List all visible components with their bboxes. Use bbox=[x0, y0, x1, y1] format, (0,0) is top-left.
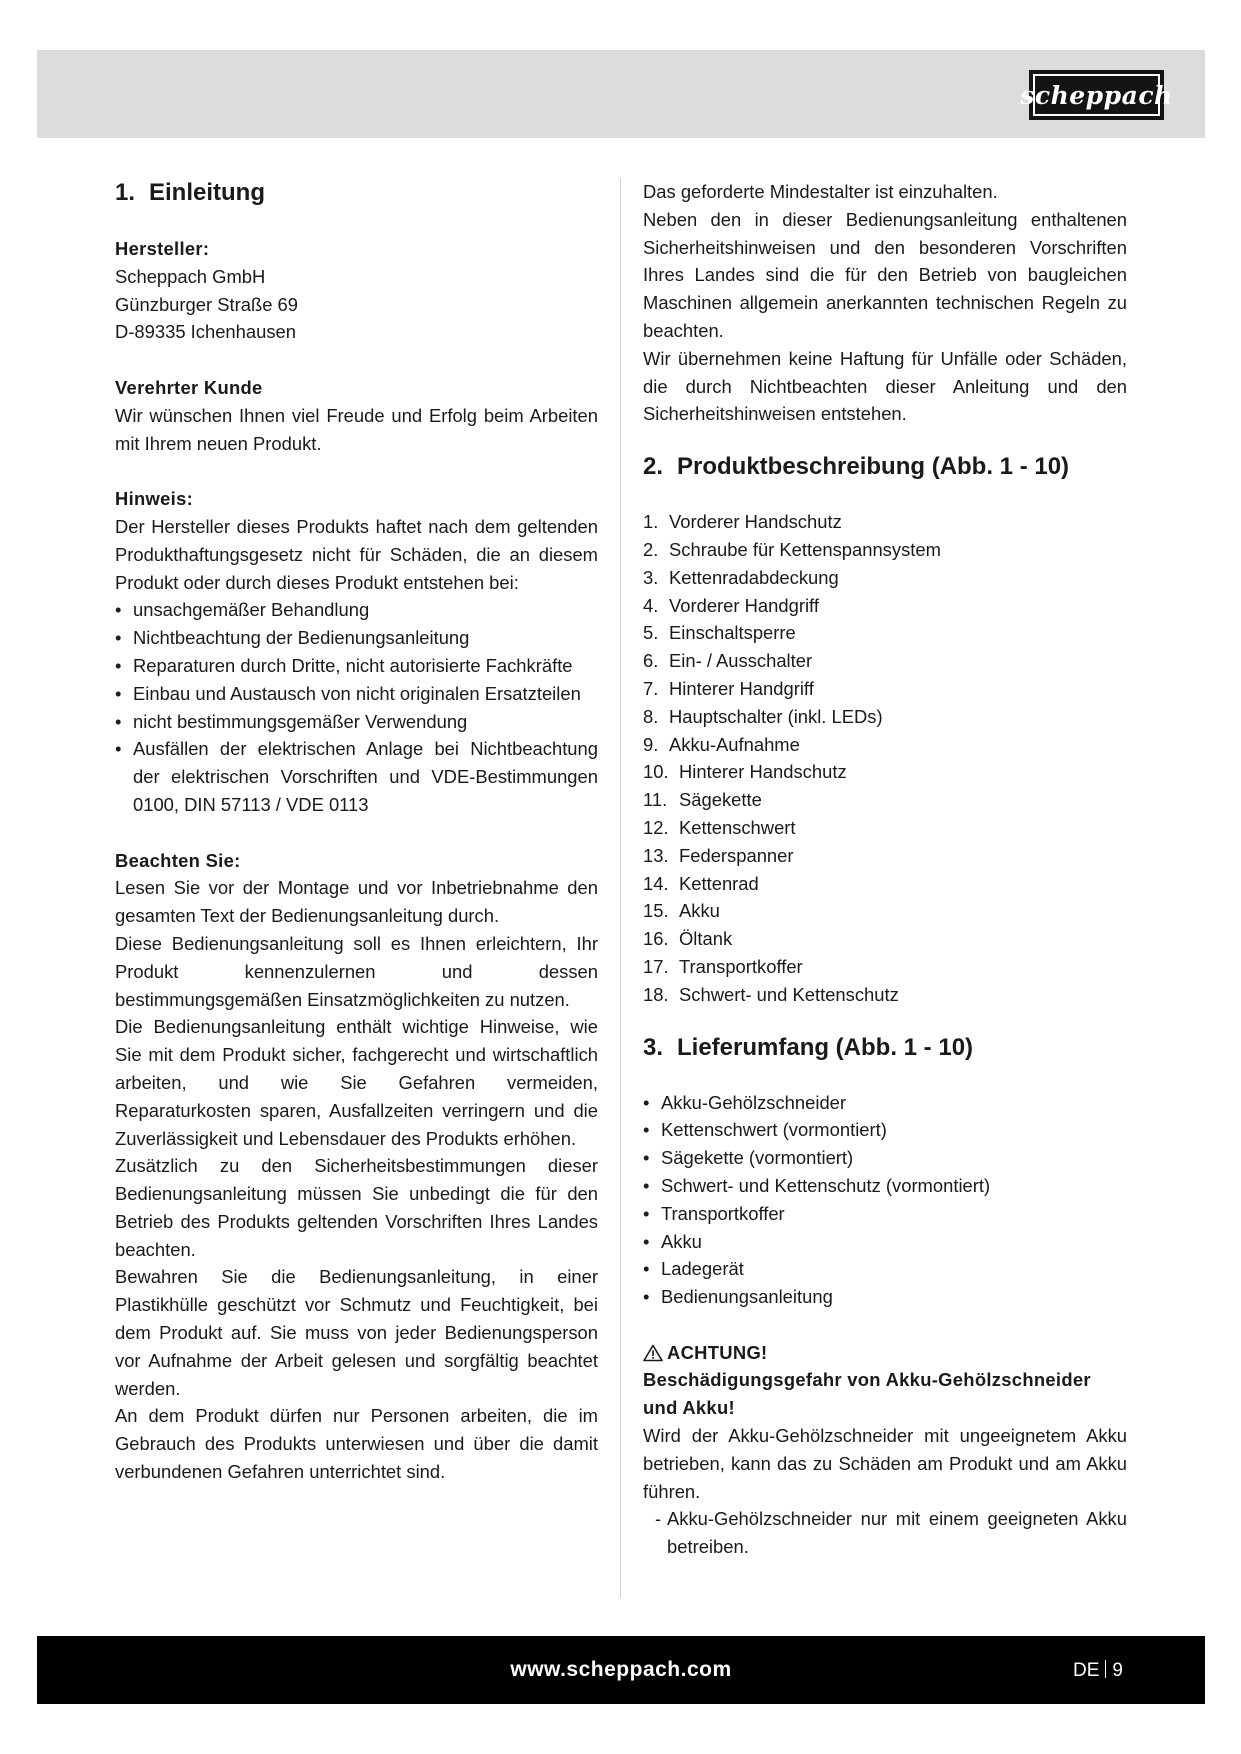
list-item: 17. Transportkoffer bbox=[643, 955, 803, 977]
section-1-heading: 1. Einleitung bbox=[115, 179, 265, 206]
paragraph: Das geforderte Mindestalter ist einzuhalten. bbox=[643, 181, 998, 202]
column-divider bbox=[620, 178, 621, 1598]
list-item: • Ladegerät bbox=[643, 1255, 1127, 1283]
list-item: 16. Öltank bbox=[643, 928, 733, 950]
paragraph: Lesen Sie vor der Montage und vor Inbetriebnahme den gesamten Text der Bedienungsanleitung durch. bbox=[115, 877, 598, 927]
warning-triangle-icon bbox=[643, 1344, 663, 1362]
list-item: • Schwert- und Kettenschutz (vormontiert) bbox=[643, 1172, 1127, 1200]
list-item: • Einbau und Austausch von nicht originalen Ersatzteilen bbox=[115, 680, 598, 708]
list-item: • nicht bestimmungsgemäßer Verwendung bbox=[115, 708, 598, 736]
list-item: 3. Kettenradabdeckung bbox=[643, 566, 839, 588]
manufacturer-label: Hersteller: bbox=[115, 238, 210, 259]
list-item: • Akku bbox=[643, 1228, 1127, 1256]
list-item: 10. Hinterer Handschutz bbox=[643, 761, 847, 783]
list-item: • Reparaturen durch Dritte, nicht autorisierte Fachkräfte bbox=[115, 652, 598, 680]
manufacturer-line: Scheppach GmbH bbox=[115, 265, 266, 287]
warning-subtitle: Beschädigungsgefahr von Akku-Gehölzschneider und Akku! bbox=[643, 1369, 1091, 1419]
note-text: Der Hersteller dieses Produkts haftet nach dem geltenden Produkthaftungsgesetz nicht für Schäden, die an diesem Produkt oder durch dieses Produkt entstehen bei: bbox=[115, 515, 598, 593]
left-column bbox=[115, 178, 598, 1486]
paragraph: Diese Bedienungsanleitung soll es Ihnen erleichtern, Ihr Produkt kennenzulernen und dessen bestimmungsgemäßen Einsatzmöglichkeiten zu nutzen. bbox=[115, 932, 598, 1010]
list-item: 13. Federspanner bbox=[643, 844, 794, 866]
note-label: Hinweis: bbox=[115, 488, 194, 510]
section-2-heading: 2. Produktbeschreibung (Abb. 1 - 10) bbox=[643, 453, 1070, 481]
list-item: 2. Schraube für Kettenspannsystem bbox=[643, 538, 941, 560]
manufacturer-line: D-89335 Ichenhausen bbox=[115, 321, 296, 343]
list-item: • Transportkoffer bbox=[643, 1200, 1127, 1228]
warning-instruction: - Akku-Gehölzschneider nur mit einem geeigneten Akku betreiben. bbox=[643, 1505, 1127, 1561]
list-item: • Ausfällen der elektrischen Anlage bei Nichtbeachtung der elektrischen Vorschriften und VDE-Bestimmungen 0100, DIN 57113 / VDE 0113 bbox=[115, 735, 598, 818]
scheppach-logo bbox=[1020, 70, 1173, 120]
paragraph: Bewahren Sie die Bedienungsanleitung, in einer Plastikhülle geschützt vor Schmutz und Feuchtigkeit, bei dem Produkt auf. Sie muss von jeder Bedienungsperson vor Aufnahme der Arbeit gelesen und sorgfältig beachtet werden. bbox=[115, 1266, 598, 1399]
list-item: • Bedienungsanleitung bbox=[643, 1283, 1127, 1311]
paragraph: Wir übernehmen keine Haftung für Unfälle oder Schäden, die durch Nichtbeachten dieser Anleitung und den Sicherheitshinweisen entstehen. bbox=[643, 347, 1127, 425]
paragraph: An dem Produkt dürfen nur Personen arbeiten, die im Gebrauch des Produkts unterwiesen und über die damit verbundenen Gefahren unterrichtet sind. bbox=[115, 1405, 598, 1483]
list-item: 4. Vorderer Handgriff bbox=[643, 594, 819, 616]
list-item: • Akku-Gehölzschneider bbox=[643, 1089, 1127, 1117]
page-number: DE 9 bbox=[1073, 1660, 1123, 1681]
list-item: 5. Einschaltsperre bbox=[643, 622, 796, 644]
list-item: 15. Akku bbox=[643, 900, 720, 922]
footer-url[interactable]: www.scheppach.com bbox=[510, 1658, 732, 1681]
list-item: 1. Vorderer Handschutz bbox=[643, 511, 842, 533]
manufacturer-line: Günzburger Straße 69 bbox=[115, 293, 298, 315]
footer bbox=[37, 1636, 1205, 1704]
right-column bbox=[643, 178, 1127, 1561]
parts-list bbox=[643, 508, 1127, 1008]
list-item: 18. Schwert- und Kettenschutz bbox=[643, 983, 899, 1005]
note-list bbox=[115, 596, 598, 818]
list-item: 6. Ein- / Ausschalter bbox=[643, 650, 813, 672]
customer-label: Verehrter Kunde bbox=[115, 376, 263, 398]
attention-label: Beachten Sie: bbox=[115, 849, 241, 871]
list-item: 12. Kettenschwert bbox=[643, 816, 796, 838]
list-item: • Kettenschwert (vormontiert) bbox=[643, 1116, 1127, 1144]
warning-text: Wird der Akku-Gehölzschneider mit ungeeignetem Akku betrieben, kann das zu Schäden am Produkt und am Akku führen. bbox=[643, 1425, 1127, 1502]
list-item: 9. Akku-Aufnahme bbox=[643, 733, 800, 755]
list-item: • unsachgemäßer Behandlung bbox=[115, 596, 598, 624]
logo-text: scheppach bbox=[1020, 80, 1173, 110]
list-item: • Nichtbeachtung der Bedienungsanleitung bbox=[115, 624, 598, 652]
delivery-list bbox=[643, 1089, 1127, 1311]
paragraph: Zusätzlich zu den Sicherheitsbestimmungen dieser Bedienungsanleitung müssen Sie unbedingt die für den Betrieb des Produkts geltenden Vorschriften Ihres Landes beachten. bbox=[115, 1155, 598, 1260]
paragraph: Die Bedienungsanleitung enthält wichtige Hinweise, wie Sie mit dem Produkt sicher, fachgerecht und wirtschaftlich arbeiten, und wie Sie Gefahren vermeiden, Reparaturkosten sparen, Ausfallzeiten verringern und die Zuverlässigkeit und Lebensdauer des Produkts erhöhen. bbox=[115, 1016, 598, 1149]
paragraph: Neben den in dieser Bedienungsanleitung enthaltenen Sicherheitshinweisen und den besonderen Vorschriften Ihres Landes sind die für den Betrieb von baugleichen Maschinen allgemein anerkannten technischen Regeln zu beachten. bbox=[643, 208, 1127, 341]
list-item: 14. Kettenrad bbox=[643, 872, 759, 894]
list-item: 8. Hauptschalter (inkl. LEDs) bbox=[643, 705, 883, 727]
customer-text: Wir wünschen Ihnen viel Freude und Erfolg beim Arbeiten mit Ihrem neuen Produkt. bbox=[115, 404, 598, 454]
list-item: 11. Sägekette bbox=[643, 789, 762, 811]
section-3-heading: 3. Lieferumfang (Abb. 1 - 10) bbox=[643, 1033, 974, 1061]
list-item: 7. Hinterer Handgriff bbox=[643, 677, 814, 699]
list-item: • Sägekette (vormontiert) bbox=[643, 1144, 1127, 1172]
warning-title: ACHTUNG! bbox=[643, 1339, 1127, 1367]
